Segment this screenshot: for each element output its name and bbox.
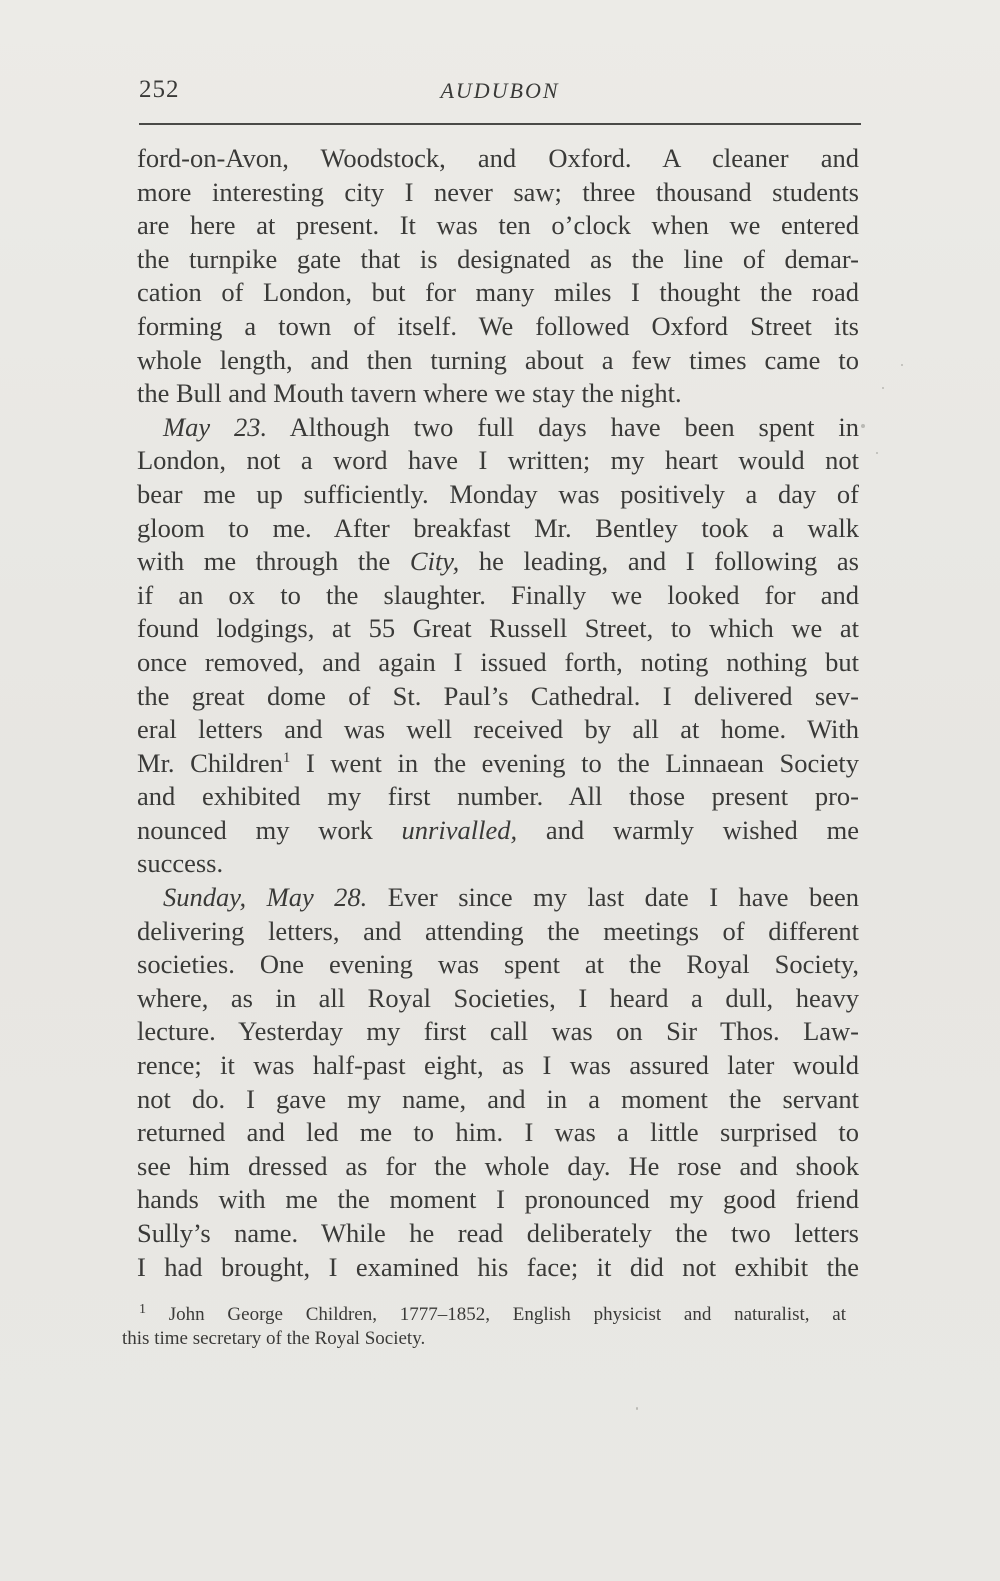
text-line	[137, 814, 859, 848]
text-segment: with me through the	[137, 546, 410, 577]
italic-word: unrivalled,	[401, 814, 518, 845]
italic-word: City,	[409, 546, 460, 577]
text-segment: nounced my work	[137, 814, 402, 845]
footnote-line	[122, 1303, 846, 1327]
running-title: AUDUBON	[440, 78, 560, 103]
text-segment: he leading, and I following as	[459, 546, 859, 577]
paper-speck	[636, 1407, 638, 1410]
header-rule	[139, 123, 861, 125]
text-line: delivering letters, and attending the meetings of different	[137, 915, 859, 946]
text-line: societies. One evening was spent at the Royal Society,	[137, 949, 859, 980]
entry-date: Sunday, May 28.	[163, 882, 368, 913]
text-line: hands with me the moment I pronounced my good friend	[137, 1184, 859, 1215]
paper-speck	[861, 424, 865, 428]
text-line: rence; it was half-past eight, as I was assured later would	[137, 1050, 859, 1081]
body-text	[137, 142, 859, 1284]
entry-first-line	[137, 881, 859, 915]
paper-speck	[876, 452, 878, 454]
entry-text: Ever since my last date I have been	[367, 882, 859, 913]
text-line: the great dome of St. Paul’s Cathedral. I delivered sev-	[137, 680, 859, 711]
text-segment: Mr. Children	[137, 747, 283, 778]
text-line: Sully’s name. While he read deliberately the two letters	[137, 1218, 859, 1248]
page-header	[139, 76, 861, 106]
footnote-marker: 1	[139, 1302, 146, 1317]
text-line: eral letters and was well received by all at home. With	[137, 714, 859, 745]
text-segment: and warmly wished me	[517, 814, 859, 845]
entry-date: May 23.	[163, 411, 268, 442]
text-line	[137, 747, 859, 781]
entry-first-line	[137, 411, 859, 445]
text-line: the turnpike gate that is designated as the line of demar-	[137, 243, 859, 274]
text-line: found lodgings, at 55 Great Russell Street, to which we at	[137, 613, 859, 644]
page-number: 252	[139, 76, 180, 103]
text-line: the Bull and Mouth tavern where we stay the night.	[137, 378, 682, 409]
text-line: are here at present. It was ten o’clock when we entered	[137, 210, 859, 241]
text-line: once removed, and again I issued forth, noting nothing but	[137, 646, 859, 677]
text-line	[137, 545, 859, 579]
footnote-text: John George Children, 1777–1852, English physicist and naturalist, at	[146, 1304, 846, 1325]
paper-speck	[882, 387, 884, 389]
text-line: if an ox to the slaughter. Finally we looked for and	[137, 579, 859, 610]
text-line: where, as in all Royal Societies, I heard a dull, heavy	[137, 982, 859, 1013]
text-line: see him dressed as for the whole day. He rose and shook	[137, 1150, 859, 1181]
footnote-line: this time secretary of the Royal Society.	[122, 1328, 426, 1349]
text-line: ford-on-Avon, Woodstock, and Oxford. A cleaner and	[137, 143, 859, 173]
text-line: I had brought, I examined his face; it did not exhibit the	[137, 1251, 859, 1282]
text-line: not do. I gave my name, and in a moment the servant	[137, 1083, 859, 1114]
entry-text: Although two full days have been spent in	[267, 411, 860, 442]
text-line: forming a town of itself. We followed Oxford Street its	[137, 310, 859, 341]
text-line: more interesting city I never saw; three thousand students	[137, 176, 859, 207]
text-line: cation of London, but for many miles I thought the road	[137, 277, 859, 308]
text-line: whole length, and then turning about a few times came to	[137, 344, 859, 375]
text-line: London, not a word have I written; my heart would not	[137, 445, 859, 476]
text-line: success.	[137, 848, 224, 879]
text-line: and exhibited my first number. All those present pro-	[137, 781, 859, 812]
text-line: returned and led me to him. I was a little surprised to	[137, 1117, 859, 1148]
text-segment: I went in the evening to the Linnaean Society	[290, 747, 859, 778]
text-line: bear me up sufficiently. Monday was positively a day of	[137, 478, 859, 509]
footnote-reference: 1	[282, 749, 291, 766]
footnote	[122, 1303, 846, 1351]
text-line: gloom to me. After breakfast Mr. Bentley took a walk	[137, 512, 859, 543]
paper-speck	[901, 364, 903, 366]
text-line: lecture. Yesterday my first call was on Sir Thos. Law-	[137, 1016, 859, 1047]
